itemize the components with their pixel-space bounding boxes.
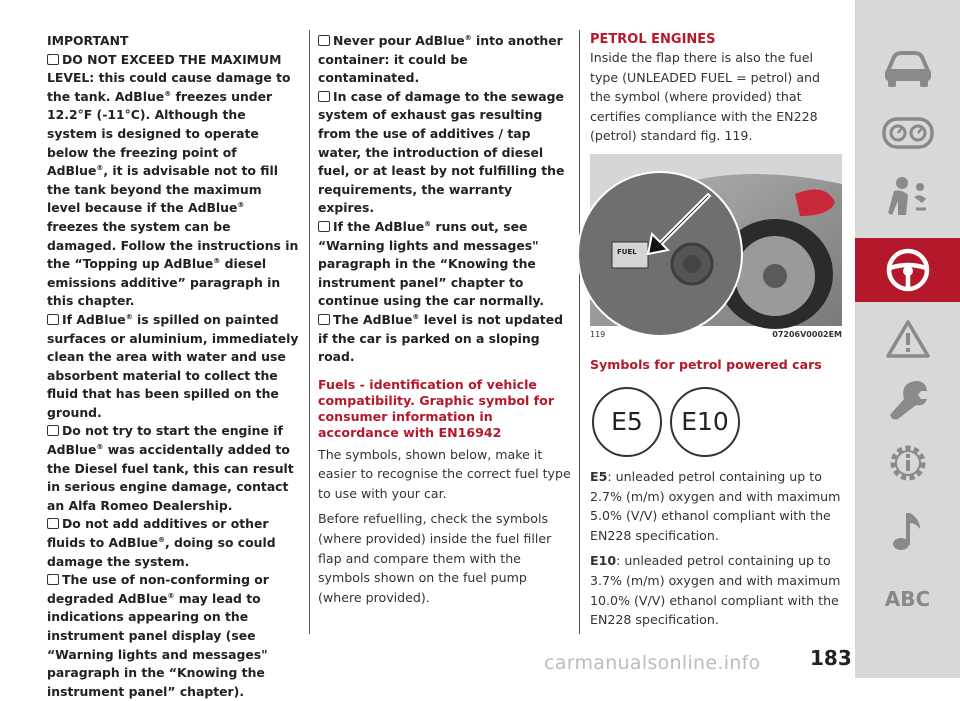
warning-list [318, 32, 572, 367]
figure-caption [590, 330, 842, 339]
registered-mark: ® [96, 442, 104, 451]
checkbox-bullet-icon [47, 314, 59, 325]
figure-code: 07206V0002EM [772, 329, 842, 339]
registered-mark: ® [424, 219, 432, 228]
paragraph: Before refuelling, check the symbols (where provided) inside the fuel filler flap and compare them with the symbols shown on the fuel pump (where provided). [318, 511, 552, 605]
definition-text: : unleaded petrol containing up to 3.7% (m/m) oxygen and with maximum 10.0% (V/V) ethanol compliant with the EN228 specification. [590, 553, 841, 628]
bullet-item: Do not try to start the engine if AdBlue® was accidentally added to the Diesel fuel tank, this can result in serious engine damage, contact an Alfa Romeo Dealership. [47, 423, 294, 513]
gear-info-icon [885, 440, 931, 486]
checkbox-bullet-icon [318, 91, 330, 102]
column-divider [579, 30, 580, 634]
checkbox-bullet-icon [318, 35, 330, 46]
page-number: 183 [810, 646, 852, 670]
important-list [47, 51, 299, 701]
bullet-item: The AdBlue® level is not updated if the car is parked on a sloping road. [318, 311, 564, 365]
checkbox-bullet-icon [47, 574, 59, 585]
registered-mark: ® [213, 257, 221, 265]
e10-symbol: E10 [670, 387, 740, 457]
column-divider [309, 30, 310, 634]
fuel-section-heading: Fuels - identification of vehicle compatibility. Graphic symbol for consumer information in accordance with EN16942 [318, 376, 555, 440]
symbols-heading: Symbols for petrol powered cars [590, 356, 822, 372]
definition-term: E5 [590, 468, 608, 484]
definition-text: : unleaded petrol containing up to 2.7% (m/m) oxygen and with maximum 5.0% (V/V) ethanol compliant with the EN228 specification. [590, 468, 841, 543]
instrument-panel-icon [882, 115, 934, 151]
fuel-flap-figure [590, 154, 842, 326]
sidebar-item-multimedia[interactable] [855, 500, 960, 562]
bullet-item: If AdBlue® is spilled on painted surfaces or aluminium, immediately clean the area with water and use absorbent material to collect the fluid that has been spilled on the ground. [47, 311, 299, 420]
registered-mark: ® [167, 591, 175, 600]
steering-wheel-icon [884, 246, 932, 294]
fuel-symbols [592, 387, 842, 457]
petrol-intro: Inside the flap there is also the fuel type (UNLEADED FUEL = petrol) and the symbol (where provided) that certifies compliance with the EN228 (petrol) standard fig. 119. [590, 50, 821, 144]
registered-mark: ® [96, 164, 104, 173]
fuel-label: FUEL [617, 247, 637, 256]
bullet-item: DO NOT EXCEED THE MAXIMUM LEVEL: this could cause damage to the tank. AdBlue® freezes under 12.2°F (-11°C). Although the system is designed to operate below the freezing point of AdBlue®, it is advisable not to fill the tank beyond the maximum level because if the AdBlue® freezes the system can be damaged. Follow the instructions in the “Topping up AdBlue® diesel emissions additive” paragraph in this chapter. [47, 51, 299, 309]
sidebar-item-technical-data[interactable] [855, 432, 960, 494]
registered-mark: ® [464, 33, 472, 42]
bullet-item: The use of non-conforming or degraded AdBlue® may lead to indications appearing on the instrument panel display (see “Warning lights and messages" paragraph in the “Knowing the instrument panel” chapter). [47, 572, 269, 699]
bullet-item: If the AdBlue® runs out, see “Warning lights and messages" paragraph in the “Knowing the instrument panel” chapter to continue using the car normally. [318, 218, 545, 309]
abc-index-label: ABC [884, 587, 931, 611]
sidebar-item-car[interactable] [855, 38, 960, 100]
checkbox-bullet-icon [47, 425, 59, 436]
seat-belt-person-icon [886, 175, 930, 219]
music-note-icon [890, 509, 926, 553]
important-heading: IMPORTANT [47, 33, 129, 48]
wrench-icon [886, 377, 930, 421]
column-left [47, 32, 299, 701]
chapter-sidebar [855, 0, 960, 678]
fuel-section-body [318, 445, 572, 608]
definition-term: E10 [590, 553, 617, 569]
registered-mark: ® [164, 89, 172, 98]
registered-mark: ® [237, 201, 245, 210]
registered-mark: ® [125, 312, 133, 321]
registered-mark: ® [412, 312, 420, 321]
sidebar-item-emergency[interactable] [855, 308, 960, 370]
e5-symbol: E5 [592, 387, 662, 457]
column-middle [318, 32, 572, 613]
sidebar-item-driving[interactable] [855, 238, 960, 302]
bullet-item: Never pour AdBlue® into another container: it could be contaminated. [318, 33, 563, 86]
sidebar-item-maintenance[interactable] [855, 368, 960, 430]
checkbox-bullet-icon [47, 54, 59, 65]
warning-triangle-icon [886, 319, 930, 359]
checkbox-bullet-icon [47, 518, 59, 529]
column-right [590, 32, 842, 636]
definition-e10 [590, 551, 842, 629]
petrol-engines-heading: PETROL ENGINES [590, 32, 716, 47]
checkbox-bullet-icon [318, 314, 330, 325]
sidebar-item-index[interactable] [855, 568, 960, 630]
definition-e5 [590, 467, 842, 545]
bullet-item: Do not add additives or other fluids to AdBlue®, doing so could damage the system. [47, 516, 276, 569]
watermark: carmanualsonline.info [544, 652, 761, 674]
sidebar-item-instruments[interactable] [855, 102, 960, 164]
figure-number: 119 [590, 329, 606, 339]
checkbox-bullet-icon [318, 221, 330, 232]
bullet-item: In case of damage to the sewage system of exhaust gas resulting from the use of additives / tap water, the introduction of diesel fuel, or at least by not fulfilling the requirements, the warranty expires. [318, 88, 565, 216]
paragraph: The symbols, shown below, make it easier to recognise the correct fuel type to use with your car. [318, 446, 571, 501]
car-icon [882, 49, 934, 89]
fuel-flap-illustration [590, 154, 842, 326]
sidebar-item-safety[interactable] [855, 166, 960, 228]
symbol-definitions [590, 467, 842, 630]
registered-mark: ® [157, 535, 165, 544]
